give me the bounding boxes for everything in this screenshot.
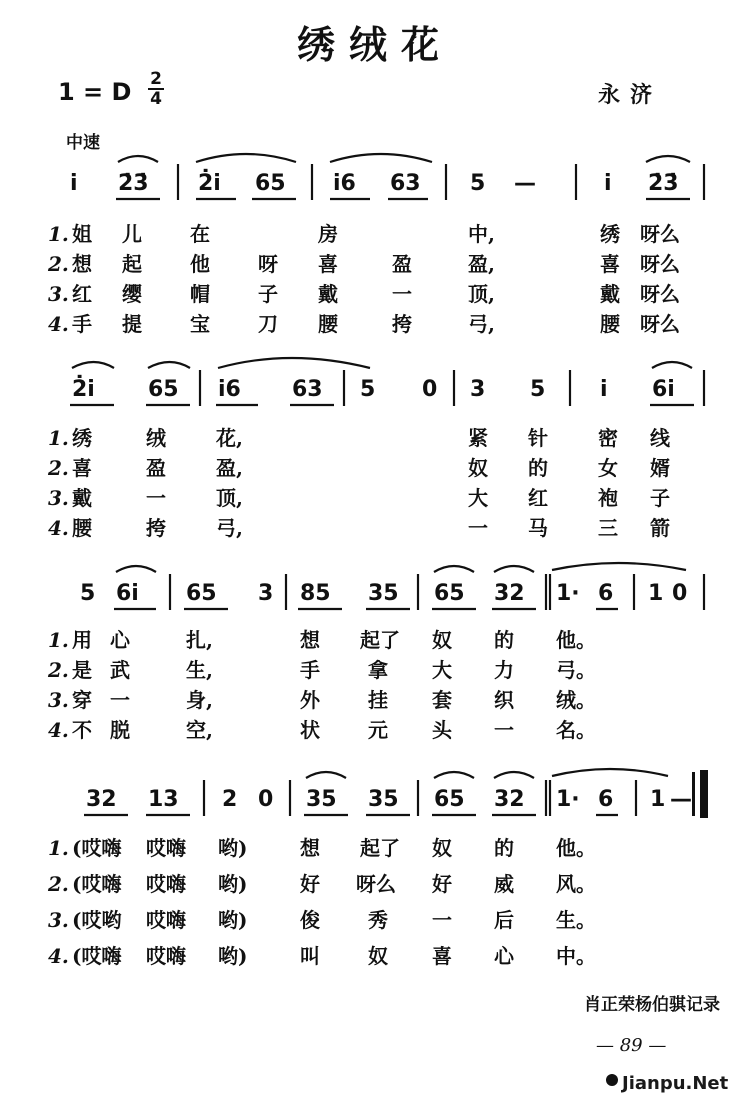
lyric-char: 奴 bbox=[432, 836, 452, 860]
lyric-char: 外 bbox=[300, 688, 320, 712]
lyric-char: 织 bbox=[494, 688, 514, 712]
note: 1 bbox=[650, 787, 666, 812]
lyric-char: 弓, bbox=[468, 312, 495, 336]
lyric-char: (哎嗨 bbox=[72, 836, 122, 860]
verse-number: 4. bbox=[48, 312, 69, 336]
slur bbox=[652, 362, 692, 368]
lyric-char: 起了 bbox=[360, 628, 400, 652]
lyric-char: 顶, bbox=[216, 486, 243, 510]
note: 2̇i bbox=[72, 377, 95, 402]
lyric-char: 哎嗨 bbox=[146, 908, 186, 932]
final-barline-thin bbox=[692, 772, 695, 816]
note: 35 bbox=[368, 787, 399, 812]
lyric-char: 生, bbox=[186, 658, 213, 682]
lyric-char: 风。 bbox=[556, 872, 596, 896]
lyric-char: 挂 bbox=[368, 688, 388, 712]
lyric-char: 弓, bbox=[216, 516, 243, 540]
lyric-char: (哎嗨 bbox=[72, 872, 122, 896]
lyric-char: 腰 bbox=[600, 312, 620, 336]
lyric-char: 呀么 bbox=[640, 282, 680, 306]
region-label: 永济 bbox=[598, 82, 663, 108]
note: 1· bbox=[556, 787, 580, 812]
verse-number: 2. bbox=[48, 252, 69, 276]
note: 2̇3̇ bbox=[648, 171, 679, 196]
lyric-char: 威 bbox=[494, 872, 514, 896]
slur bbox=[72, 362, 114, 368]
slur bbox=[330, 154, 432, 162]
lyric-char: 武 bbox=[110, 658, 130, 682]
page-number: — 89 — bbox=[596, 1035, 667, 1056]
lyric-char: 他。 bbox=[556, 836, 596, 860]
lyric-char: 奴 bbox=[468, 456, 488, 480]
note: — bbox=[670, 787, 692, 812]
lyric-char: 女 bbox=[598, 456, 618, 480]
lyric-char: 哟) bbox=[218, 944, 248, 968]
verse-number: 2. bbox=[48, 456, 69, 480]
lyric-char: 心 bbox=[110, 628, 130, 652]
verse-number: 2. bbox=[48, 872, 69, 896]
lyric-char: 弓。 bbox=[556, 658, 596, 682]
note: 2 bbox=[222, 787, 238, 812]
note: 2̇i bbox=[198, 171, 221, 196]
lyric-char: 刀 bbox=[258, 312, 278, 336]
slur bbox=[494, 566, 534, 572]
note: 13 bbox=[148, 787, 179, 812]
lyric-char: 哎嗨 bbox=[146, 872, 186, 896]
lyric-char: 袍 bbox=[598, 486, 618, 510]
note: — bbox=[514, 171, 536, 196]
lyric-char: 大 bbox=[432, 658, 452, 682]
lyric-char: 的 bbox=[494, 836, 514, 860]
lyric-char: 盈, bbox=[216, 456, 243, 480]
lyric-char: 戴 bbox=[318, 282, 338, 306]
note: 63 bbox=[390, 171, 421, 196]
volta-bracket bbox=[552, 563, 686, 570]
meter-numerator: 2 bbox=[150, 69, 162, 89]
lyric-char: 姐 bbox=[72, 222, 92, 246]
verse-number: 1. bbox=[48, 628, 69, 652]
note: 65 bbox=[186, 581, 217, 606]
verse-number: 1. bbox=[48, 222, 69, 246]
lyric-char: 帽 bbox=[190, 282, 210, 306]
verse-number: 3. bbox=[48, 486, 69, 510]
lyric-char: 呀么 bbox=[640, 222, 680, 246]
note: 63 bbox=[292, 377, 323, 402]
lyric-char: 奴 bbox=[368, 944, 388, 968]
lyric-char: 起了 bbox=[360, 836, 400, 860]
lyric-char: 状 bbox=[300, 718, 320, 742]
lyric-char: 手 bbox=[300, 658, 320, 682]
lyric-char: 生。 bbox=[556, 908, 596, 932]
lyric-char: 穿 bbox=[72, 688, 92, 712]
lyric-char: 拿 bbox=[368, 658, 388, 682]
note: 32 bbox=[86, 787, 117, 812]
note: 65 bbox=[434, 787, 465, 812]
slur bbox=[306, 772, 346, 778]
slur bbox=[116, 566, 156, 572]
note: 35 bbox=[368, 581, 399, 606]
lyric-char: 花, bbox=[216, 426, 243, 450]
lyric-char: 盈, bbox=[468, 252, 495, 276]
note: 5 bbox=[80, 581, 96, 606]
verse-number: 2. bbox=[48, 658, 69, 682]
note: 5 bbox=[530, 377, 546, 402]
lyric-char: 腰 bbox=[72, 516, 92, 540]
note: 0 bbox=[258, 787, 274, 812]
lyric-char: 喜 bbox=[318, 252, 338, 276]
lyric-char: 顶, bbox=[468, 282, 495, 306]
lyric-char: 喜 bbox=[600, 252, 620, 276]
lyric-char: 他。 bbox=[556, 628, 596, 652]
note: 85 bbox=[300, 581, 331, 606]
lyric-char: 戴 bbox=[72, 486, 92, 510]
note: 3 bbox=[470, 377, 486, 402]
final-barline-thick bbox=[700, 770, 708, 818]
lyric-char: 呀么 bbox=[640, 252, 680, 276]
lyric-char: 哎嗨 bbox=[146, 836, 186, 860]
lyric-char: 哟) bbox=[218, 836, 248, 860]
lyric-char: 头 bbox=[432, 718, 452, 742]
lyric-char: 想 bbox=[300, 836, 320, 860]
lyric-char: 盈 bbox=[392, 252, 412, 276]
watermark-text: Jianpu.Net bbox=[622, 1073, 729, 1094]
lyric-char: 喜 bbox=[432, 944, 452, 968]
note: 6 bbox=[598, 581, 614, 606]
slur bbox=[434, 772, 474, 778]
note: 1 bbox=[648, 581, 664, 606]
verse-number: 4. bbox=[48, 718, 69, 742]
lyric-char: 子 bbox=[258, 282, 278, 306]
lyric-char: 马 bbox=[528, 516, 548, 540]
slur bbox=[218, 358, 370, 368]
lyric-char: 套 bbox=[432, 688, 452, 712]
lyric-char: 紧 bbox=[468, 426, 488, 450]
lyric-char: 身, bbox=[186, 688, 213, 712]
note: i6 bbox=[333, 171, 356, 196]
slur bbox=[196, 154, 296, 162]
lyric-char: 用 bbox=[72, 628, 92, 652]
lyric-char: 盈 bbox=[146, 456, 166, 480]
lyric-char: 元 bbox=[368, 718, 388, 742]
note: 5 bbox=[360, 377, 376, 402]
lyric-char: 哟) bbox=[218, 872, 248, 896]
meter-denominator: 4 bbox=[150, 89, 162, 109]
lyric-char: 绣 bbox=[600, 222, 620, 246]
lyric-char: 针 bbox=[528, 426, 548, 450]
lyric-char: (哎嗨 bbox=[72, 944, 122, 968]
lyric-char: 一 bbox=[392, 282, 412, 306]
lyric-char: 呀 bbox=[258, 252, 278, 276]
lyric-char: 中, bbox=[468, 222, 495, 246]
lyric-char: 心 bbox=[494, 944, 514, 968]
lyric-char: 呀么 bbox=[640, 312, 680, 336]
verse-number: 1. bbox=[48, 426, 69, 450]
lyric-char: 缨 bbox=[122, 282, 142, 306]
volta-bracket bbox=[552, 769, 668, 776]
lyric-char: 一 bbox=[432, 908, 452, 932]
key-signature: 1 = D bbox=[58, 78, 132, 106]
lyric-char: 红 bbox=[72, 282, 92, 306]
lyric-char: 扎, bbox=[186, 628, 213, 652]
note: 1· bbox=[556, 581, 580, 606]
note: 35 bbox=[306, 787, 337, 812]
lyric-char: 红 bbox=[528, 486, 548, 510]
lyric-char: 一 bbox=[494, 718, 514, 742]
lyric-char: 喜 bbox=[72, 456, 92, 480]
lyric-char: 腰 bbox=[318, 312, 338, 336]
lyric-char: (哎哟 bbox=[72, 908, 122, 932]
transcriber-credit: 肖正荣杨伯骐记录 bbox=[584, 995, 720, 1015]
lyric-char: 他 bbox=[190, 252, 210, 276]
lyric-char: 一 bbox=[110, 688, 130, 712]
lyric-char: 力 bbox=[494, 658, 514, 682]
lyric-char: 叫 bbox=[300, 944, 320, 968]
note: 32 bbox=[494, 581, 525, 606]
note: 65 bbox=[255, 171, 286, 196]
verse-number: 4. bbox=[48, 944, 69, 968]
lyric-char: 好 bbox=[432, 872, 452, 896]
verse-number: 3. bbox=[48, 282, 69, 306]
lyric-char: 想 bbox=[300, 628, 320, 652]
note: 6 bbox=[598, 787, 614, 812]
note: 65 bbox=[434, 581, 465, 606]
lyric-char: 绒 bbox=[146, 426, 166, 450]
verse-number: 3. bbox=[48, 908, 69, 932]
note: 65 bbox=[148, 377, 179, 402]
note: 32 bbox=[494, 787, 525, 812]
note: 3 bbox=[258, 581, 274, 606]
lyric-char: 哟) bbox=[218, 908, 248, 932]
lyric-char: 是 bbox=[72, 658, 92, 682]
lyric-char: 空, bbox=[186, 718, 213, 742]
lyric-char: 手 bbox=[72, 312, 92, 336]
lyric-char: 婿 bbox=[650, 456, 670, 480]
note: 6i bbox=[116, 581, 139, 606]
lyric-char: 三 bbox=[598, 516, 618, 540]
note: 2̇3̇ bbox=[118, 171, 149, 196]
lyric-char: 的 bbox=[528, 456, 548, 480]
note: 0 bbox=[672, 581, 688, 606]
lyric-char: 起 bbox=[122, 252, 142, 276]
tempo-marking: 中速 bbox=[66, 133, 100, 153]
note: i bbox=[600, 377, 608, 402]
lyric-char: 想 bbox=[72, 252, 92, 276]
lyric-char: 子 bbox=[650, 486, 670, 510]
lyric-char: 哎嗨 bbox=[146, 944, 186, 968]
lyric-char: 密 bbox=[598, 426, 618, 450]
lyric-char: 挎 bbox=[146, 516, 166, 540]
lyric-char: 线 bbox=[650, 426, 670, 450]
lyric-char: 大 bbox=[468, 486, 488, 510]
note: i bbox=[604, 171, 612, 196]
lyric-char: 一 bbox=[146, 486, 166, 510]
lyric-char: 后 bbox=[494, 908, 514, 932]
lyric-char: 好 bbox=[300, 872, 320, 896]
lyric-char: 不 bbox=[72, 718, 92, 742]
lyric-char: 挎 bbox=[392, 312, 412, 336]
lyric-char: 儿 bbox=[122, 222, 142, 246]
note: i6 bbox=[218, 377, 241, 402]
note: 6i bbox=[652, 377, 675, 402]
lyric-char: 秀 bbox=[368, 908, 388, 932]
lyric-char: 的 bbox=[494, 628, 514, 652]
lyric-char: 提 bbox=[122, 312, 142, 336]
lyric-char: 绒。 bbox=[556, 688, 596, 712]
song-title: 绣绒花 bbox=[296, 22, 453, 67]
lyric-char: 呀么 bbox=[356, 872, 396, 896]
lyric-char: 奴 bbox=[432, 628, 452, 652]
note: i bbox=[70, 171, 78, 196]
watermark-logo-icon bbox=[606, 1074, 618, 1086]
lyric-char: 中。 bbox=[556, 944, 596, 968]
lyric-char: 脱 bbox=[110, 718, 130, 742]
lyric-char: 箭 bbox=[650, 516, 670, 540]
lyric-char: 俊 bbox=[300, 908, 320, 932]
slur bbox=[646, 156, 690, 162]
verse-number: 1. bbox=[48, 836, 69, 860]
slur bbox=[494, 772, 534, 778]
verse-number: 3. bbox=[48, 688, 69, 712]
slur bbox=[118, 156, 158, 162]
lyric-char: 戴 bbox=[600, 282, 620, 306]
note: 5 bbox=[470, 171, 486, 196]
lyric-char: 房 bbox=[318, 222, 338, 246]
verse-number: 4. bbox=[48, 516, 69, 540]
slur bbox=[434, 566, 474, 572]
slur bbox=[148, 362, 190, 368]
lyric-char: 绣 bbox=[72, 426, 92, 450]
lyric-char: 一 bbox=[468, 516, 488, 540]
lyric-char: 在 bbox=[190, 222, 210, 246]
lyric-char: 宝 bbox=[190, 312, 210, 336]
lyric-char: 名。 bbox=[556, 718, 596, 742]
note: 0 bbox=[422, 377, 438, 402]
